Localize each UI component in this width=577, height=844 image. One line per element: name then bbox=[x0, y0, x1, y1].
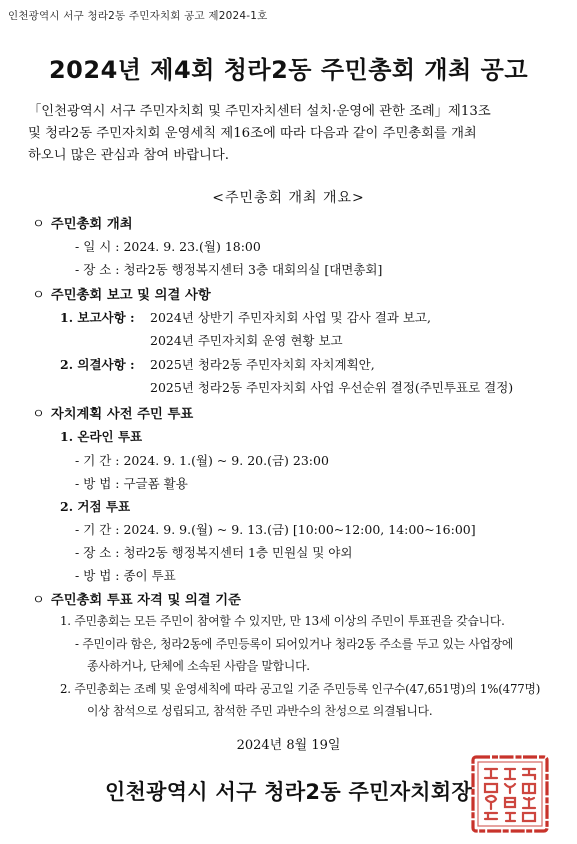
vote-heading bbox=[32, 403, 193, 422]
meeting-heading-text: 주민총회 개최 bbox=[50, 217, 133, 232]
decision-line: 2025년 청라2동 주민자치회 사업 우선순위 결정(주민투표로 결정) bbox=[150, 380, 514, 395]
report-heading bbox=[32, 284, 211, 303]
meeting-place: - 장 소 : 청라2동 행정복지센터 3층 대회의실 [대면총회] bbox=[75, 262, 383, 277]
criteria-heading-text: 주민총회 투표 자격 및 의결 기준 bbox=[50, 593, 241, 608]
intro-line: 및 청라2동 주민자치회 운영세칙 제16조에 따라 다음과 같이 주민총회를 개최 bbox=[28, 126, 477, 141]
intro-paragraph bbox=[28, 101, 558, 167]
meeting-heading bbox=[32, 213, 133, 232]
report-line: 2024년 주민자치회 운영 현황 보고 bbox=[150, 333, 343, 348]
criteria-subitem: 종사하거나, 단체에 소속된 사람을 말합니다. bbox=[87, 659, 310, 673]
issuer-signature: 인천광역시 서구 청라2동 주민자치회장 bbox=[104, 780, 473, 804]
report-line: 2024년 상반기 주민자치회 사업 및 감사 결과 보고, bbox=[150, 310, 431, 325]
online-vote-period: - 기 간 : 2024. 9. 1.(월) ~ 9. 20.(금) 23:00 bbox=[75, 453, 329, 468]
online-vote-label: 1. 온라인 투표 bbox=[60, 429, 143, 444]
criteria-heading bbox=[32, 589, 241, 608]
offline-vote-place: - 장 소 : 청라2동 행정복지센터 1층 민원실 및 야외 bbox=[75, 545, 353, 560]
document-number: 인천광역시 서구 청라2동 주민자치회 공고 제2024-1호 bbox=[8, 10, 268, 22]
section-title: <주민총회 개최 개요> bbox=[212, 190, 365, 206]
offline-vote-label: 2. 거점 투표 bbox=[60, 499, 131, 514]
report-heading-text: 주민총회 보고 및 의결 사항 bbox=[50, 288, 211, 303]
bullet-icon: ㅇ bbox=[32, 288, 45, 303]
bullet-icon: ㅇ bbox=[32, 407, 45, 422]
intro-line: 하오니 많은 관심과 참여 바랍니다. bbox=[28, 148, 229, 163]
decision-line: 2025년 청라2동 주민자치회 자치계획안, bbox=[150, 357, 375, 372]
online-vote-method: - 방 법 : 구글폼 활용 bbox=[75, 476, 188, 491]
vote-heading-text: 자치계획 사전 주민 투표 bbox=[50, 407, 194, 422]
offline-vote-method: - 방 법 : 종이 투표 bbox=[75, 568, 176, 583]
offline-vote-period: - 기 간 : 2024. 9. 9.(월) ~ 9. 13.(금) [10:00~12:00, 14:00~16:00] bbox=[75, 522, 476, 537]
meeting-date: - 일 시 : 2024. 9. 23.(월) 18:00 bbox=[75, 239, 261, 254]
page-title: 2024년 제4회 청라2동 주민총회 개최 공고 bbox=[48, 56, 529, 84]
bullet-icon: ㅇ bbox=[32, 217, 45, 232]
criteria-item: 이상 참석으로 성립되고, 참석한 주민 과반수의 찬성으로 의결됩니다. bbox=[87, 704, 433, 718]
criteria-item: 1. 주민총회는 모든 주민이 참여할 수 있지만, 만 13세 이상의 주민이 투표권을 갖습니다. bbox=[60, 614, 505, 628]
official-seal-icon bbox=[469, 753, 551, 835]
announcement-date: 2024년 8월 19일 bbox=[236, 738, 341, 753]
criteria-subitem: - 주민이라 함은, 청라2동에 주민등록이 되어있거나 청라2동 주소를 두고 있는 사업장에 bbox=[75, 637, 514, 651]
intro-line: 「인천광역시 서구 주민자치회 및 주민자치센터 설치·운영에 관한 조례」제13조 bbox=[28, 104, 491, 119]
bullet-icon: ㅇ bbox=[32, 593, 45, 608]
criteria-item: 2. 주민총회는 조례 및 운영세칙에 따라 공고일 기준 주민등록 인구수(47,651명)의 1%(477명) bbox=[60, 682, 541, 696]
report-label: 1. 보고사항 : bbox=[60, 310, 135, 325]
decision-label: 2. 의결사항 : bbox=[60, 357, 135, 372]
